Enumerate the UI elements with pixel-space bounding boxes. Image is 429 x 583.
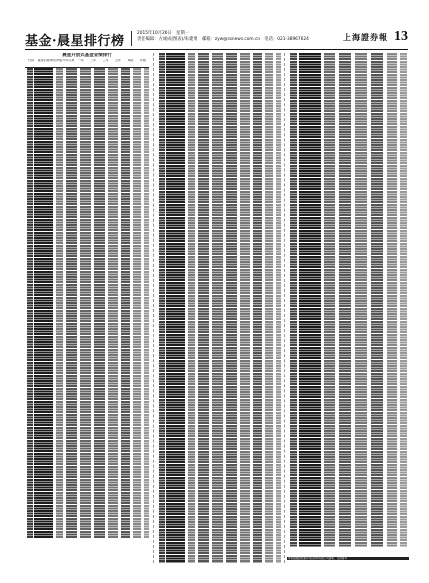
table-title: 晨星开放式基金业绩排行 bbox=[62, 53, 112, 58]
table-rows-dense bbox=[287, 53, 407, 547]
column-header: 一年 bbox=[77, 59, 84, 62]
editor-contact: 责任编辑：方诚成(图表)/朱建勇 邮箱：zyw@ssnews.com.cn 电话：021-38967624 bbox=[137, 37, 309, 42]
table-column-1 bbox=[25, 53, 149, 563]
table-column-3 bbox=[287, 53, 407, 561]
column-header: 二年 bbox=[90, 59, 97, 62]
newspaper-masthead: 上海證券報 bbox=[343, 32, 388, 42]
column-header: 基金名称 bbox=[37, 59, 50, 62]
page-number: 13 bbox=[394, 29, 408, 44]
section-title: 基金·晨星排行榜 bbox=[25, 34, 125, 49]
header-divider bbox=[131, 31, 132, 46]
page-header bbox=[25, 30, 408, 48]
column-header: 单位净值 bbox=[50, 59, 63, 62]
data-source-footnote: 本表数据由晨星资讯(深圳)有限公司提供，仅供参考 bbox=[287, 557, 409, 560]
table-rows-dense bbox=[25, 68, 149, 538]
header-rule bbox=[25, 49, 408, 50]
column-header: 代码 bbox=[28, 59, 35, 62]
column-header: 三年 bbox=[102, 59, 109, 62]
column-divider bbox=[153, 53, 154, 563]
column-header: 五年 bbox=[115, 59, 122, 62]
column-divider bbox=[284, 53, 285, 563]
column-header: 评级 bbox=[139, 59, 146, 62]
table-rows-dense bbox=[157, 53, 281, 563]
column-header: 今年以来 bbox=[62, 59, 75, 62]
table-column-2 bbox=[157, 53, 281, 563]
header-meta bbox=[137, 31, 309, 43]
column-header: 风险 bbox=[127, 59, 134, 62]
table-header bbox=[25, 59, 149, 68]
issue-date: 2015年10月26日 星期一 bbox=[137, 31, 189, 36]
